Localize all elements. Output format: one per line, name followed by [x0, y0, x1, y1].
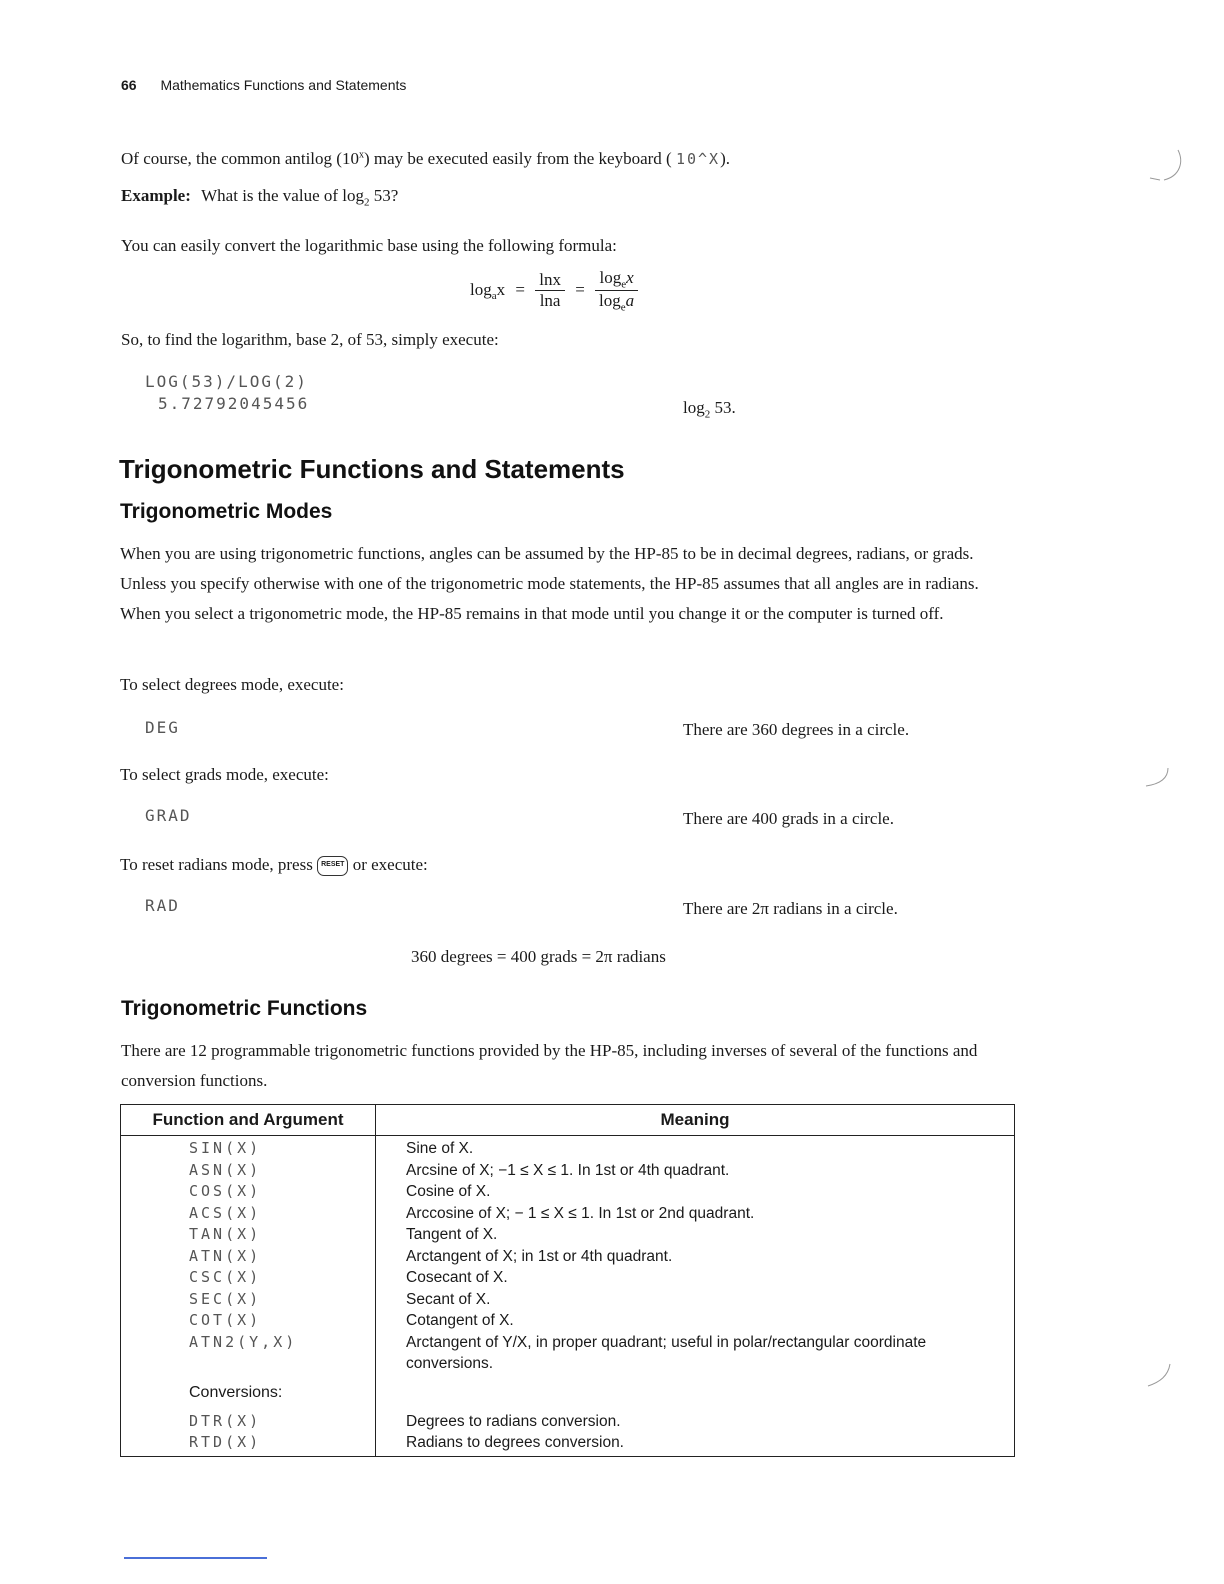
example-label: Example:	[121, 186, 191, 205]
code-output: 5.72792045456	[158, 394, 310, 413]
meaning-cell: Sine of X.	[406, 1140, 474, 1157]
running-title: Mathematics Functions and Statements	[160, 77, 407, 93]
function-cell: ATN(X)	[189, 1246, 262, 1265]
function-cell: TAN(X)	[189, 1225, 262, 1243]
code-input: LOG(53)/LOG(2)	[145, 372, 308, 391]
antilog-paragraph: Of course, the common antilog (10$^x$) may be executed easily from the keyboard ( 10^X).	[121, 149, 731, 168]
deg-note: There are 360 degrees in a circle.	[683, 720, 910, 739]
grad-code: GRAD	[145, 806, 192, 825]
log-base-formula: $\log_ax$ = $\frac{\ln x}{\ln a}$ = $\frac{\log_ex}{\log_ea}$	[470, 268, 638, 314]
margin-marks	[1120, 140, 1190, 720]
meaning-cell: Secant of X.	[406, 1290, 491, 1308]
grad-intro: To select grads mode, execute:	[120, 765, 329, 784]
meaning-cell: Arctangent of X; in 1st or 4th quadrant.	[406, 1247, 673, 1265]
grad-note: There are 400 grads in a circle.	[683, 809, 894, 828]
meaning-cell: Cosecant of X.	[406, 1269, 508, 1286]
meaning-cell: Arcsine of X; −1 ≤ X ≤ 1. In 1st or 4th quadrant.	[406, 1161, 730, 1179]
section-title: Trigonometric Functions and Statements	[119, 454, 625, 484]
rad-code: RAD	[145, 896, 180, 915]
equivalence-line: 360 degrees = 400 grads = 2π radians	[411, 947, 666, 966]
meaning-cell: Degrees to radians conversion.	[406, 1412, 621, 1430]
deg-intro: To select degrees mode, execute:	[120, 675, 344, 694]
conversions-label: Conversions:	[189, 1383, 283, 1401]
functions-title: Trigonometric Functions	[121, 997, 368, 1020]
example-line: Example: What is the value of $\log_2 53$?	[121, 186, 399, 209]
meaning-cell: Arctangent of Y/X, in proper quadrant; useful in polar/rectangular coordinate conversions.	[406, 1333, 927, 1372]
function-cell: COT(X)	[189, 1311, 262, 1329]
meaning-cell: Tangent of X.	[406, 1226, 498, 1243]
reset-key-icon: RESET	[317, 856, 348, 876]
fraction-ln: $\frac{\ln x}{\ln a}$	[535, 270, 565, 311]
function-cell: ASN(X)	[189, 1160, 262, 1179]
meaning-cell: Radians to degrees conversion.	[406, 1434, 624, 1451]
col-header-function: Function and Argument	[121, 1105, 376, 1136]
meaning-cell: Arccosine of X; − 1 ≤ X ≤ 1. In 1st or 2nd quadrant.	[406, 1204, 755, 1222]
function-cell: SIN(X)	[189, 1139, 262, 1157]
page-header	[121, 77, 406, 93]
modes-paragraph: When you are using trigonometric functions, angles can be assumed by the HP-85 to be in decimal degrees, radians, or grads. Unless you specify otherwise with one of the trigonometric mode statements, the HP-85 assumes that all angles are in radians. When you select a trigonometric mode, the HP-85 remains in that mode until you change it or the computer is turned off.	[120, 544, 979, 623]
footer-rule	[124, 1557, 267, 1559]
col-header-meaning: Meaning	[376, 1105, 1015, 1136]
page-number: 66	[121, 77, 137, 93]
functions-paragraph: There are 12 programmable trigonometric functions provided by the HP-85, including inverses of several of the functions and conversion functions.	[121, 1041, 978, 1090]
function-cell: ACS(X)	[189, 1203, 262, 1222]
rad-intro: To reset radians mode, press RESET or execute:	[120, 855, 428, 876]
function-cell: SEC(X)	[189, 1289, 262, 1308]
meaning-cell: Cosine of X.	[406, 1183, 491, 1200]
meaning-cell: Cotangent of X.	[406, 1312, 514, 1329]
trig-functions-table	[120, 1104, 1015, 1457]
convert-paragraph: You can easily convert the logarithmic base using the following formula:	[121, 236, 617, 255]
find-paragraph: So, to find the logarithm, base 2, of 53, simply execute:	[121, 330, 499, 349]
margin-marks-lower	[1120, 760, 1190, 1400]
function-cell: RTD(X)	[189, 1433, 262, 1451]
code-note: $\log_2 53$.	[683, 398, 736, 421]
modes-title: Trigonometric Modes	[120, 500, 333, 523]
fraction-log-e: $\frac{\log_ex}{\log_ea}$	[595, 268, 638, 314]
function-cell: ATN2(Y,X)	[189, 1332, 298, 1351]
function-cell: CSC(X)	[189, 1268, 262, 1286]
antilog-key-sequence: 10^X	[675, 150, 721, 168]
function-cell: COS(X)	[189, 1182, 262, 1200]
function-cell: DTR(X)	[189, 1411, 262, 1430]
deg-code: DEG	[145, 718, 180, 737]
rad-note: There are 2π radians in a circle.	[683, 899, 898, 918]
